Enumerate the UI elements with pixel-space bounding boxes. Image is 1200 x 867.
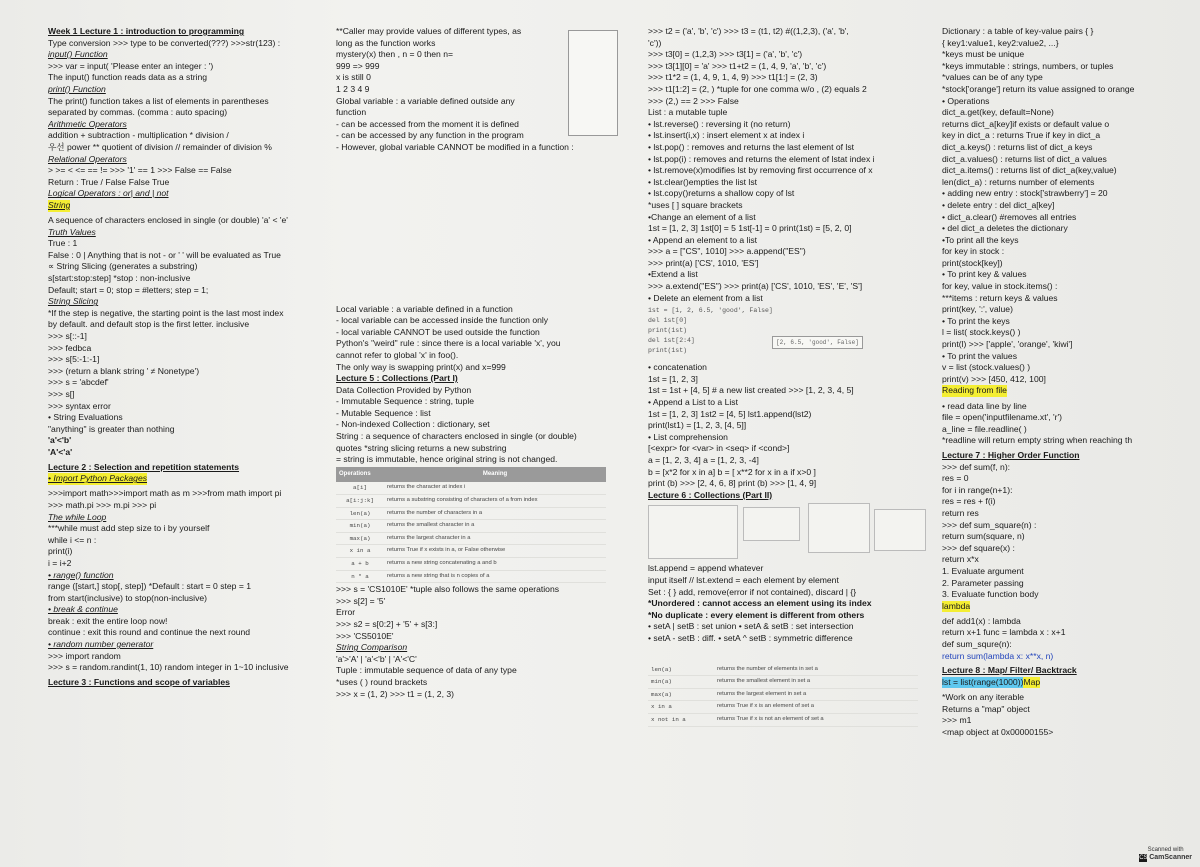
meaning-cell: returns a substring consisting of characters of a from index	[384, 495, 606, 508]
text-line: String Comparison	[336, 642, 408, 653]
table-row	[336, 570, 606, 583]
text-line: ***items : return keys & values	[942, 292, 1058, 303]
text-line: • List comprehension	[648, 431, 728, 442]
text-line: *If the step is negative, the starting point is the last most index	[48, 307, 284, 318]
text-line: len(dict_a) : returns number of elements	[942, 176, 1095, 187]
text-line: break : exit the entire loop now!	[48, 615, 168, 626]
text-line: • range() function	[48, 569, 114, 580]
text-line: *uses ( ) round brackets	[336, 676, 428, 687]
text-line: Return : True / False False True	[48, 176, 170, 187]
text-line: • Delete an element from a list	[648, 292, 763, 303]
text-line: >>> def square(x) :	[942, 542, 1015, 553]
text-line: del 1st[0]	[648, 317, 688, 325]
text-line: >>> def sum_square(n) :	[942, 519, 1037, 530]
text-line: • lst.reverse() : reversing it (no return)	[648, 118, 791, 129]
text-line: range ([start,] stop[, step]) *Default : start = 0 step = 1	[48, 581, 252, 592]
text-line: file = open('inputfilename.xt', 'r')	[942, 412, 1063, 423]
operation-cell: x in a	[648, 701, 714, 714]
text-line: res = res + f(i)	[942, 496, 996, 507]
text-line: returns dict_a[key]if exists or default value o	[942, 118, 1110, 129]
code-snippet	[340, 56, 396, 128]
text-line: >>> 'CS5010E'	[336, 630, 394, 641]
text-line: •Extend a list	[648, 269, 698, 280]
text-line: The print() function takes a list of elements in parentheses	[48, 95, 269, 106]
text-line: Returns a "map" object	[942, 703, 1030, 714]
text-line: >>> (2,) == 2 >>> False	[648, 95, 739, 106]
text-line: 1st = [1, 2, 3]	[648, 373, 698, 384]
text-line: *Work on any iterable	[942, 692, 1025, 703]
text-line: >>> s = 'abcdef'	[48, 377, 109, 388]
text-line: *readline will return empty string when reaching th	[942, 435, 1133, 446]
text-line: •To print all the keys	[942, 234, 1019, 245]
text-line: def add1(x) : lambda	[942, 615, 1021, 626]
text-line: >>> a.extend("ES") >>> print(a) ['CS', 1010, 'ES', 'E', 'S']	[648, 281, 863, 292]
text-line: return x+1 func = lambda x : x+1	[942, 627, 1066, 638]
operation-cell: a[i]	[336, 482, 384, 494]
text-line: >>> math.pi >>> m.pi >>> pi	[48, 499, 157, 510]
text-line: ∝ String Slicing (generates a substring)	[48, 261, 198, 272]
meaning-cell: returns True if x is an element of set a	[714, 701, 918, 714]
table-row	[336, 545, 606, 558]
column-1	[48, 26, 323, 806]
text-line: Lecture 8 : Map/ Filter/ Backtrack	[942, 665, 1077, 676]
text-line: • random number generator	[48, 639, 154, 650]
text-line: Error	[336, 607, 356, 618]
meaning-cell: returns True if x is not an element of set a	[714, 713, 918, 726]
table-row	[336, 558, 606, 571]
text-line: "anything" is greater than nothing	[48, 423, 175, 434]
text-line: • setA - setB : diff. • setA ^ setB : symmetric difference	[648, 632, 853, 643]
operation-cell: a + b	[336, 558, 384, 571]
meaning-cell: returns the largest element in set a	[714, 688, 918, 701]
table-row	[648, 701, 918, 714]
text-line: for key, value in stock.items() :	[942, 281, 1058, 292]
text-line: { key1:value1, key2:value2, ...}	[942, 37, 1059, 48]
text-line: The input() function reads data as a string	[48, 72, 208, 83]
scanner-caption: Scanned with	[1147, 847, 1184, 854]
table-header: Operations	[336, 467, 384, 483]
meaning-cell: returns a new string that is n copies of a	[384, 570, 606, 583]
text-line: 1. Evaluate argument	[942, 565, 1024, 576]
text-line: Local variable : a variable defined in a function	[336, 303, 513, 314]
text-line: • To print key & values	[942, 269, 1027, 280]
text-line: lambda	[942, 600, 971, 611]
text-line: • concatenation	[648, 362, 707, 373]
list-diagrams	[648, 501, 930, 563]
table-row	[336, 520, 606, 533]
text-line: >>> t1[1:2] = (2, ) *tuple for one comma w/o , (2) equals 2	[648, 83, 867, 94]
column-3	[648, 26, 930, 826]
text-line: Data Collection Provided by Python	[336, 384, 472, 395]
table-row	[648, 713, 918, 726]
text-line: return x*x	[942, 554, 979, 565]
text-line: • lst.clear()empties the list lst	[648, 176, 758, 187]
text-line: 1st = [1, 2, 6.5, 'good', False]	[648, 307, 773, 315]
text-line: a_line = file.readline( )	[942, 423, 1027, 434]
text-line: String Slicing	[48, 296, 99, 307]
text-line: >>> t1*2 = (1, 4, 9, 1, 4, 9) >>> t1[1:] = (2, 3)	[648, 72, 818, 83]
text-line: by default. and default stop is the first letter. inclusive	[48, 319, 250, 330]
text-line: [<expr> for <var> in <seq> if <cond>]	[648, 443, 790, 454]
text-line: Dictionary : a table of key-value pairs { }	[942, 26, 1094, 36]
text-line: 'c'))	[648, 37, 662, 48]
table-row	[336, 532, 606, 545]
text-line: return sum(lambda x: x**x, n)	[942, 650, 1054, 661]
text-line: *uses [ ] square brackets	[648, 199, 743, 210]
text-line: - local variable CANNOT be used outside the function	[336, 326, 540, 337]
text-line: String : a sequence of characters enclosed in single (or double)	[336, 431, 577, 442]
text-line: False : 0 | Anything that is not - or ' ' will be evaluated as True	[48, 249, 281, 260]
text-line: List : a mutable tuple	[648, 107, 728, 118]
table-row	[336, 482, 606, 494]
text-line: print(l) >>> ['apple', 'orange', 'kiwi']	[942, 339, 1073, 350]
meaning-cell: returns True if x exists in a, or False otherwise	[384, 545, 606, 558]
text-line: 1st = [1, 2, 3] 1st2 = [4, 5] lst1.append(lst2)	[648, 408, 812, 419]
string-operations-table	[336, 467, 606, 583]
text-line: - However, global variable CANNOT be modified in a function :	[336, 141, 574, 152]
text-line: >>> print(a) ['CS', 1010, 'ES']	[648, 257, 759, 268]
operation-cell: min(a)	[648, 676, 714, 689]
text-line: >>> m1	[942, 715, 972, 726]
text-line: • del dict_a deletes the dictionary	[942, 223, 1068, 234]
text-line: • String Evaluations	[48, 412, 123, 423]
text-line: i = i+2	[48, 557, 72, 568]
text-line: for i in range(n+1):	[942, 484, 1013, 495]
code-output: [2, 6.5, 'good', False]	[772, 336, 863, 349]
text-line: The while Loop	[48, 511, 107, 522]
text-line: print(v) >>> [450, 412, 100]	[942, 373, 1046, 384]
text-line: • To print the keys	[942, 315, 1010, 326]
text-line: ***while must add step size to i by yourself	[48, 523, 210, 534]
text-line: **Caller may provide values of different types, as	[336, 26, 522, 36]
text-line: >>> s[::-1]	[48, 331, 87, 342]
text-line: >>> s2 = s[0:2] + '5' + s[3:]	[336, 618, 438, 629]
text-line: - can be accessed from the moment it is defined	[336, 118, 519, 129]
text-line: Logical Operators : or| and | not	[48, 188, 169, 199]
text-line: return sum(square, n)	[942, 531, 1025, 542]
text-line: dict_a.keys() : returns list of dict_a keys	[942, 141, 1093, 152]
text-line: Relational Operators	[48, 153, 127, 164]
text-line: - Mutable Sequence : list	[336, 407, 431, 418]
text-line: print (b) >>> [2, 4, 6, 8] print (b) >>> [1, 4, 9]	[648, 478, 817, 489]
camscanner-logo-icon: CS	[1139, 855, 1148, 862]
text-line: dict_a.get(key, default=None)	[942, 107, 1054, 118]
operation-cell: a[i:j:k]	[336, 495, 384, 508]
text-line: Arithmetic Operators	[48, 118, 127, 129]
delete-list-code	[648, 304, 930, 362]
set-operations-table	[648, 664, 918, 727]
text-line: Type conversion >>> type to be converted(???) >>>str(123) :	[48, 37, 281, 48]
meaning-cell: returns the number of characters in a	[384, 507, 606, 520]
text-line: >>> t3[0] = (1,2,3) >>> t3[1] = ('a', 'b', 'c')	[648, 49, 803, 60]
operation-cell: len(a)	[336, 507, 384, 520]
text-line: Lecture 5 : Collections (Part I)	[336, 373, 458, 384]
text-line: = string is immutable, hence original string is not changed.	[336, 454, 558, 465]
text-line: >>> (return a blank string ' ≠ Nonetype')	[48, 365, 200, 376]
local-variable-code-examples	[336, 242, 619, 304]
text-line: The only way is swapping print(x) and x=999	[336, 361, 506, 372]
text-line: x is still 0	[336, 72, 371, 83]
text-line: • setA | setB : set union • setA & setB : set intersection	[648, 621, 854, 632]
meaning-cell: returns the number of elements in set a	[714, 664, 918, 676]
table-row	[336, 495, 606, 508]
text-line: l = list( stock.keys() )	[942, 327, 1021, 338]
text-line: • read data line by line	[942, 400, 1027, 411]
text-line: return res	[942, 507, 979, 518]
text-line: 2. Parameter passing	[942, 577, 1024, 588]
meaning-cell: returns the largest character in a	[384, 532, 606, 545]
text-line: while i <= n :	[48, 534, 97, 545]
text-line: a = [1, 2, 3, 4] a = [1, 2, 3, -4]	[648, 455, 759, 465]
text-line: res = 0	[942, 473, 969, 484]
text-line: String	[48, 199, 71, 210]
text-line: key in dict_a : returns True if key in dict_a	[942, 130, 1101, 141]
text-line: >>> t2 = ('a', 'b', 'c') >>> t3 = (t1, t2) #((1,2,3), ('a', 'b',	[648, 26, 849, 36]
text-line: 1 2 3 4 9	[336, 83, 370, 94]
global-variable-code-examples	[336, 154, 619, 242]
text-line: function	[336, 107, 367, 118]
text-line: •Change an element of a list	[648, 211, 756, 222]
scanner-watermark	[1139, 846, 1192, 863]
text-line: mystery(x) then , n = 0 then n=	[336, 49, 454, 60]
text-line: • delete entry : del dict_a[key]	[942, 199, 1055, 210]
text-line: for key in stock :	[942, 246, 1005, 257]
text-line: from start(inclusive) to stop(non-inclusive)	[48, 592, 208, 603]
text-line: long as the function works	[336, 37, 436, 48]
meaning-cell: returns a new string concatenating a and b	[384, 558, 606, 571]
text-line: lst = list(range(1000))	[942, 676, 1024, 687]
text-line: True : 1	[48, 238, 78, 249]
text-line: 우선 power ** quotient of division // remainder of division %	[48, 141, 272, 152]
text-line: >>> syntax error	[48, 400, 111, 411]
text-line: >>> s[2] = '5'	[336, 595, 386, 606]
text-line: >>>import math>>>import math as m >>>from math import pi	[48, 488, 282, 499]
text-line: *keys immutable : strings, numbers, or tuples	[942, 60, 1114, 71]
text-line: *Unordered : cannot access an element using its index	[648, 598, 872, 609]
text-line: >>> t3[1][0] = 'a' >>> t1+t2 = (1, 4, 9, 'a', 'b', 'c')	[648, 60, 827, 71]
venn-diagram	[648, 645, 930, 663]
text-line: print(1st)	[648, 347, 688, 355]
text-line: Lecture 3 : Functions and scope of variables	[48, 676, 230, 687]
text-line: - Non-indexed Collection : dictionary, set	[336, 419, 490, 430]
text-line: • lst.pop(i) : removes and returns the element of lstat index i	[648, 153, 875, 164]
text-line: - Immutable Sequence : string, tuple	[336, 396, 475, 407]
scanner-brand: CamScanner	[1149, 854, 1192, 862]
text-line: addition + subtraction - multiplication * division /	[48, 130, 229, 141]
text-line: print(i)	[48, 546, 73, 557]
text-line: • Append a List to a List	[648, 397, 738, 408]
text-line: > >= < <= == != >>> '1' == 1 >>> False == False	[48, 165, 232, 176]
text-line: - can be accessed by any function in the program	[336, 130, 524, 141]
text-line: def sum_squre(n):	[942, 639, 1012, 650]
text-line: >>> s[5:-1:-1]	[48, 354, 100, 365]
text-line: cannot refer to global 'x' in foo().	[336, 349, 459, 360]
text-line: Global variable : a variable defined outside any	[336, 95, 515, 106]
text-line: • lst.pop() : removes and returns the last element of lst	[648, 141, 855, 152]
table-header: Meaning	[384, 467, 606, 483]
operation-cell: x in a	[336, 545, 384, 558]
meaning-cell: returns the smallest character in a	[384, 520, 606, 533]
text-line: • lst.insert(i,x) : insert element x at index i	[648, 130, 805, 141]
text-line: lst.append = append whatever	[648, 563, 764, 574]
text-line: >>> s = random.randint(1, 10) random integer in 1~10 inclusive	[48, 662, 289, 673]
text-line: 'a'>'A' | 'a'<'b' | 'A'<'C'	[336, 653, 417, 664]
text-line: print(1st)	[648, 327, 688, 335]
text-line: continue : exit this round and continue the next round	[48, 627, 251, 638]
text-line: • lst.copy()returns a shallow copy of lst	[648, 188, 795, 199]
operation-cell: max(a)	[648, 688, 714, 701]
column-2	[336, 26, 619, 826]
text-line: >>> x = (1, 2) >>> t1 = (1, 2, 3)	[336, 688, 454, 699]
text-line: >>> a = ["CS", 1010] >>> a.append("ES")	[648, 246, 806, 257]
operation-cell: len(a)	[648, 664, 714, 676]
text-line: 1st = [1, 2, 3] 1st[0] = 5 1st[-1] = 0 print(1st) = [5, 2, 0]	[648, 223, 852, 234]
text-line: print(key, ':', value)	[942, 304, 1013, 315]
text-line: >>> def sum(f, n):	[942, 461, 1011, 472]
text-line: input itself // lst.extend = each element by element	[648, 574, 839, 585]
text-line: • Operations	[942, 95, 990, 106]
text-line: del 1st[2:4]	[648, 337, 695, 345]
table-row	[648, 676, 918, 689]
text-line: dict_a.items() : returns list of dict_a(key,value)	[942, 165, 1117, 176]
text-line: quotes *string slicing returns a new substring	[336, 442, 507, 453]
text-line: 'a'<'b'	[48, 435, 72, 446]
text-line: - local variable can be accessed inside the function only	[336, 315, 549, 326]
text-line: • To print the values	[942, 350, 1017, 361]
text-line: b = [x*2 for x in a] b = [ x**2 for x in a if x>0 ]	[648, 466, 816, 477]
text-line: 999 => 999	[336, 60, 380, 71]
text-line: Lecture 2 : Selection and repetition statements	[48, 461, 240, 472]
text-line: Tuple : immutable sequence of data of any type	[336, 665, 517, 676]
text-line: >>> fedbca	[48, 342, 92, 353]
text-line: *stock['orange'] return its value assigned to orange	[942, 83, 1135, 94]
text-line: input() Function	[48, 49, 108, 60]
operation-cell: n * a	[336, 570, 384, 583]
text-line: dict_a.values() : returns list of dict_a values	[942, 153, 1107, 164]
text-line: >>> var = input( 'Please enter an integer : ')	[48, 60, 214, 71]
text-line: • break & continue	[48, 604, 118, 615]
text-line: print(lst1) = [1, 2, 3, [4, 5]]	[648, 420, 747, 431]
text-line: Python's "weird" rule : since there is a local variable 'x', you	[336, 338, 561, 349]
text-line: >>> s = 'CS1010E' *tuple also follows the same operations	[336, 584, 560, 595]
text-line: v = list (stock.values() )	[942, 362, 1031, 373]
text-line: Week 1 Lecture 1 : introduction to programming	[48, 26, 245, 36]
meaning-cell: returns the character at index i	[384, 482, 606, 494]
text-line: <map object at 0x00000155>	[942, 726, 1054, 737]
operation-cell: x not in a	[648, 713, 714, 726]
text-line: Lecture 6 : Collections (Part II)	[648, 489, 773, 500]
text-line: A sequence of characters enclosed in single (or double) 'a' < 'e'	[48, 215, 288, 226]
text-line: >>> import random	[48, 650, 121, 661]
table-row	[648, 688, 918, 701]
text-line: Set : { } add, remove(error if not contained), discard | {}	[648, 586, 857, 597]
text-line: 1st = 1st + [4, 5] # a new list created >>> [1, 2, 3, 4, 5]	[648, 385, 854, 396]
text-line: print(stock[key])	[942, 257, 1003, 268]
text-line: separated by commas. (comma : auto spacing)	[48, 107, 228, 118]
operation-cell: max(a)	[336, 532, 384, 545]
text-line: Map	[1023, 676, 1041, 687]
text-line: • adding new entry : stock['strawberry'] = 20	[942, 188, 1108, 199]
text-line: print() Function	[48, 83, 106, 94]
table-row	[336, 507, 606, 520]
text-line: • Import Python Packages	[48, 473, 148, 484]
text-line: 3. Evaluate function body	[942, 589, 1039, 600]
text-line: s[start:stop:step] *stop : non-inclusive	[48, 273, 191, 284]
meaning-cell: returns the smallest element in set a	[714, 676, 918, 689]
text-line: Default; start = 0; stop = #letters; step = 1;	[48, 284, 209, 295]
text-line: Truth Values	[48, 226, 96, 237]
code-box	[568, 30, 618, 136]
text-line: • dict_a.clear() #removes all entries	[942, 211, 1077, 222]
text-line: 'A'<'a'	[48, 446, 73, 457]
text-line: • lst.remove(x)modifies lst by removing first occurrence of x	[648, 165, 873, 176]
text-line: • Append an element to a list	[648, 234, 758, 245]
text-line: *keys must be unique	[942, 49, 1025, 60]
operation-cell: min(a)	[336, 520, 384, 533]
text-line: *values can be of any type	[942, 72, 1043, 83]
text-line: Lecture 7 : Higher Order Function	[942, 449, 1080, 460]
table-row	[648, 664, 918, 676]
text-line: >>> s[]	[48, 389, 75, 399]
text-line: Reading from file	[942, 385, 1007, 396]
text-line: *No duplicate : every element is different from others	[648, 609, 865, 620]
column-4	[942, 26, 1187, 826]
